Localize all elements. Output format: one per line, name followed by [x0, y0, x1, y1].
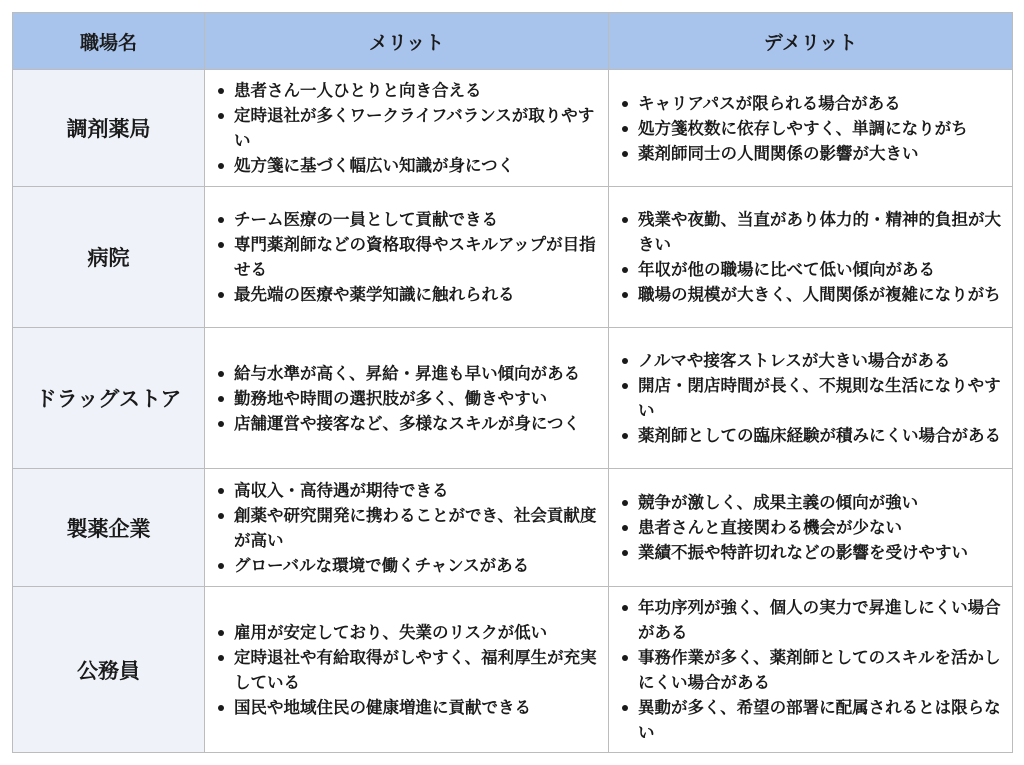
list-item: 最先端の医療や薬学知識に触れられる [213, 282, 600, 307]
comparison-table-wrapper [12, 12, 1012, 753]
list-item: 業績不振や特許切れなどの影響を受けやすい [617, 540, 1004, 565]
merits-cell [205, 70, 609, 187]
list-item: 処方箋に基づく幅広い知識が身につく [213, 153, 600, 178]
demerits-cell [609, 469, 1013, 587]
demerits-list [617, 595, 1004, 745]
merits-list [213, 207, 600, 307]
merits-cell [205, 587, 609, 753]
merits-cell [205, 328, 609, 469]
header-place: 職場名 [13, 13, 205, 70]
list-item: 雇用が安定しており、失業のリスクが低い [213, 620, 600, 645]
header-row [13, 13, 1013, 70]
table-row [13, 187, 1013, 328]
list-item: 事務作業が多く、薬剤師としてのスキルを活かしにくい場合がある [617, 645, 1004, 695]
list-item: 年功序列が強く、個人の実力で昇進しにくい場合がある [617, 595, 1004, 645]
table-row [13, 70, 1013, 187]
list-item: 薬剤師同士の人間関係の影響が大きい [617, 141, 1004, 166]
list-item: グローバルな環境で働くチャンスがある [213, 553, 600, 578]
workplace-name: 製薬企業 [13, 469, 205, 587]
list-item: 国民や地域住民の健康増進に貢献できる [213, 695, 600, 720]
demerits-cell [609, 328, 1013, 469]
list-item: ノルマや接客ストレスが大きい場合がある [617, 348, 1004, 373]
demerits-cell [609, 587, 1013, 753]
demerits-cell [609, 70, 1013, 187]
merits-list [213, 78, 600, 178]
merits-cell [205, 187, 609, 328]
demerits-list [617, 207, 1004, 307]
merits-cell [205, 469, 609, 587]
header-merit: メリット [205, 13, 609, 70]
merits-list [213, 620, 600, 720]
workplace-name: 病院 [13, 187, 205, 328]
list-item: 競争が激しく、成果主義の傾向が強い [617, 490, 1004, 515]
merits-list [213, 478, 600, 578]
demerits-cell [609, 187, 1013, 328]
table-row [13, 587, 1013, 753]
workplace-name: 調剤薬局 [13, 70, 205, 187]
demerits-list [617, 91, 1004, 166]
list-item: 残業や夜勤、当直があり体力的・精神的負担が大きい [617, 207, 1004, 257]
merits-list [213, 361, 600, 436]
demerits-list [617, 490, 1004, 565]
list-item: 定時退社が多くワークライフバランスが取りやすい [213, 103, 600, 153]
list-item: キャリアパスが限られる場合がある [617, 91, 1004, 116]
demerits-list [617, 348, 1004, 448]
workplace-name: ドラッグストア [13, 328, 205, 469]
list-item: 年収が他の職場に比べて低い傾向がある [617, 257, 1004, 282]
list-item: 専門薬剤師などの資格取得やスキルアップが目指せる [213, 232, 600, 282]
list-item: 定時退社や有給取得がしやすく、福利厚生が充実している [213, 645, 600, 695]
workplace-comparison-table [12, 12, 1013, 753]
header-demerit: デメリット [609, 13, 1013, 70]
list-item: 開店・閉店時間が長く、不規則な生活になりやすい [617, 373, 1004, 423]
list-item: 高収入・高待遇が期待できる [213, 478, 600, 503]
list-item: 創薬や研究開発に携わることができ、社会貢献度が高い [213, 503, 600, 553]
list-item: 勤務地や時間の選択肢が多く、働きやすい [213, 386, 600, 411]
list-item: 職場の規模が大きく、人間関係が複雑になりがち [617, 282, 1004, 307]
list-item: チーム医療の一員として貢献できる [213, 207, 600, 232]
list-item: 薬剤師としての臨床経験が積みにくい場合がある [617, 423, 1004, 448]
list-item: 給与水準が高く、昇給・昇進も早い傾向がある [213, 361, 600, 386]
list-item: 異動が多く、希望の部署に配属されるとは限らない [617, 695, 1004, 745]
table-row [13, 328, 1013, 469]
list-item: 患者さん一人ひとりと向き合える [213, 78, 600, 103]
list-item: 店舗運営や接客など、多様なスキルが身につく [213, 411, 600, 436]
table-row [13, 469, 1013, 587]
workplace-name: 公務員 [13, 587, 205, 753]
list-item: 処方箋枚数に依存しやすく、単調になりがち [617, 116, 1004, 141]
list-item: 患者さんと直接関わる機会が少ない [617, 515, 1004, 540]
